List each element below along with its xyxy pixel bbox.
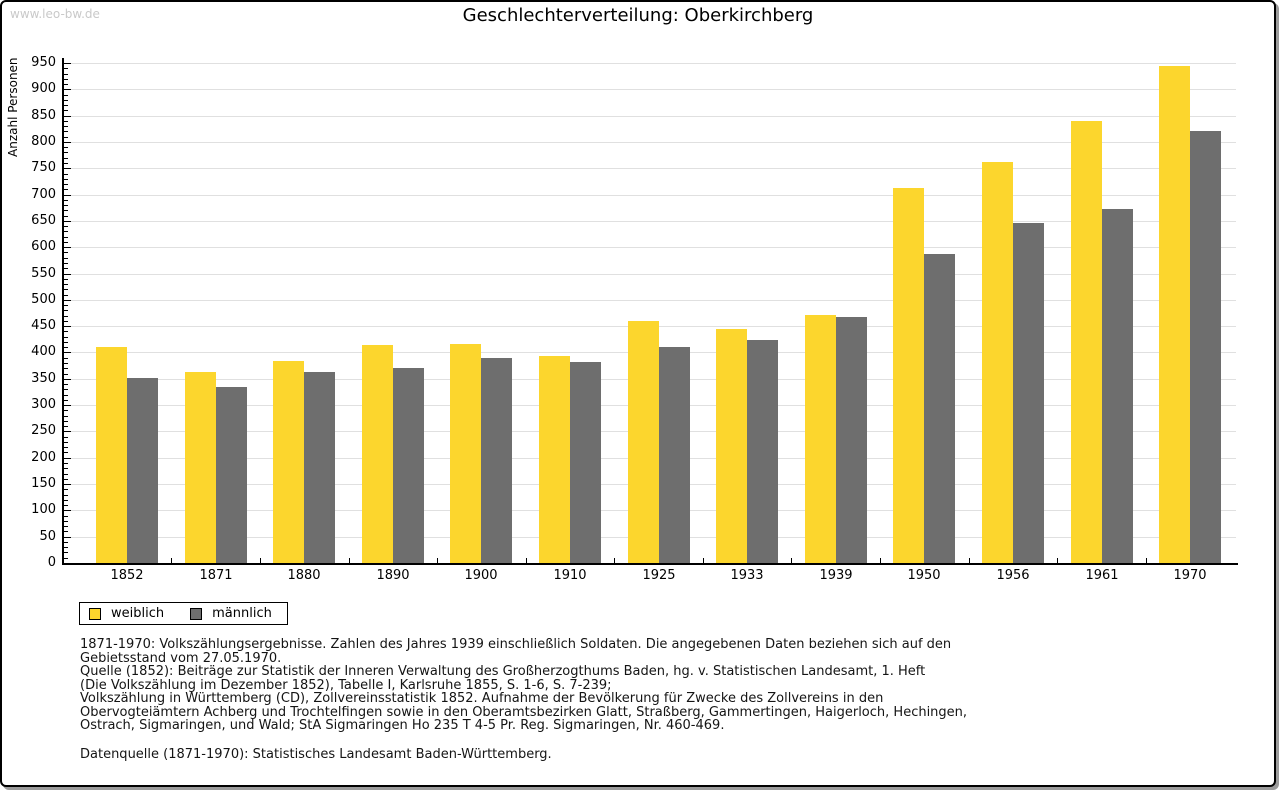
y-minor-tick (64, 242, 68, 243)
y-minor-tick (64, 263, 68, 264)
y-major-tick (64, 431, 71, 432)
y-minor-tick (64, 558, 68, 559)
bar-weiblich-1970 (1159, 66, 1190, 563)
y-tick-label: 600 (31, 239, 56, 254)
bar-männlich-1925 (659, 347, 690, 563)
gridline (65, 89, 1236, 90)
watermark: www.leo-bw.de (10, 7, 100, 21)
y-major-tick (64, 63, 71, 64)
gridline (65, 142, 1236, 143)
y-minor-tick (64, 131, 68, 132)
y-minor-tick (64, 158, 68, 159)
y-major-tick (64, 142, 71, 143)
y-minor-tick (64, 363, 68, 364)
y-minor-tick (64, 358, 68, 359)
x-boundary-tick (437, 558, 438, 563)
y-minor-tick (64, 531, 68, 532)
y-tick-label: 700 (31, 187, 56, 202)
y-major-tick (64, 168, 71, 169)
y-minor-tick (64, 252, 68, 253)
y-major-tick (64, 405, 71, 406)
legend-swatch-männlich (190, 608, 202, 620)
y-minor-tick (64, 100, 68, 101)
y-major-tick (64, 89, 71, 90)
y-minor-tick (64, 184, 68, 185)
y-minor-tick (64, 516, 68, 517)
y-major-tick (64, 458, 71, 459)
bar-weiblich-1961 (1071, 121, 1102, 563)
y-major-tick (64, 510, 71, 511)
bar-weiblich-1933 (716, 329, 747, 563)
bar-männlich-1852 (127, 378, 158, 563)
y-minor-tick (64, 331, 68, 332)
y-tick-label: 900 (31, 81, 56, 96)
y-minor-tick (64, 452, 68, 453)
y-minor-tick (64, 305, 68, 306)
y-minor-tick (64, 79, 68, 80)
y-minor-tick (64, 505, 68, 506)
y-tick-label: 200 (31, 450, 56, 465)
y-minor-tick (64, 137, 68, 138)
x-tick-label: 1961 (1085, 568, 1119, 583)
x-tick-label: 1890 (376, 568, 410, 583)
legend-label-weiblich: weiblich (111, 606, 165, 621)
y-minor-tick (64, 374, 68, 375)
legend-swatch-weiblich (89, 608, 101, 620)
footnotes (80, 638, 1210, 733)
datasource-note: Datenquelle (1871-1970): Statistisches Landesamt Baden-Württemberg. (80, 747, 552, 762)
y-minor-tick (64, 110, 68, 111)
bar-weiblich-1939 (805, 315, 836, 563)
bar-weiblich-1852 (96, 347, 127, 563)
gridline (65, 63, 1236, 64)
x-boundary-tick (703, 558, 704, 563)
y-minor-tick (64, 189, 68, 190)
footnote-line: Gebietsstand vom 27.05.1970. (80, 650, 282, 666)
gridline (65, 221, 1236, 222)
bar-weiblich-1900 (450, 344, 481, 563)
y-minor-tick (64, 521, 68, 522)
x-tick-label: 1880 (287, 568, 321, 583)
y-major-tick (64, 352, 71, 353)
y-minor-tick (64, 163, 68, 164)
y-minor-tick (64, 500, 68, 501)
bar-männlich-1900 (481, 358, 512, 563)
y-minor-tick (64, 447, 68, 448)
footnote-line: Ostrach, Sigmaringen, und Wald; StA Sigmaringen Ho 235 T 4-5 Pr. Reg. Sigmaringen, Nr. 460-469. (80, 718, 725, 733)
gridline (65, 116, 1236, 117)
y-minor-tick (64, 421, 68, 422)
x-boundary-tick (969, 558, 970, 563)
y-major-tick (64, 484, 71, 485)
x-tick-label: 1900 (464, 568, 498, 583)
y-tick-label: 400 (31, 344, 56, 359)
y-minor-tick (64, 152, 68, 153)
x-boundary-tick (171, 558, 172, 563)
y-minor-tick (64, 552, 68, 553)
y-minor-tick (64, 321, 68, 322)
y-minor-tick (64, 426, 68, 427)
legend (79, 602, 288, 625)
y-major-tick (64, 563, 71, 564)
y-tick-label: 250 (31, 423, 56, 438)
y-minor-tick (64, 310, 68, 311)
y-minor-tick (64, 416, 68, 417)
y-minor-tick (64, 200, 68, 201)
y-minor-tick (64, 474, 68, 475)
y-minor-tick (64, 174, 68, 175)
y-tick-label: 450 (31, 318, 56, 333)
y-minor-tick (64, 479, 68, 480)
y-minor-tick (64, 210, 68, 211)
bar-männlich-1871 (216, 387, 247, 563)
footnote-line: 1871-1970: Volkszählungsergebnisse. Zahlen des Jahres 1939 einschließlich Soldaten. Die angegebenen Daten beziehen sich auf den (80, 637, 952, 652)
bar-weiblich-1871 (185, 372, 216, 563)
y-minor-tick (64, 258, 68, 259)
y-minor-tick (64, 216, 68, 217)
legend-item-männlich (190, 606, 272, 621)
y-tick-label: 150 (31, 476, 56, 491)
chart-title: Geschlechterverteilung: Oberkirchberg (462, 5, 814, 26)
y-tick-label: 50 (39, 529, 56, 544)
y-minor-tick (64, 268, 68, 269)
x-tick-label: 1933 (730, 568, 764, 583)
y-tick-label: 0 (47, 555, 56, 570)
y-minor-tick (64, 226, 68, 227)
y-minor-tick (64, 463, 68, 464)
y-minor-tick (64, 147, 68, 148)
x-boundary-tick (1057, 558, 1058, 563)
y-minor-tick (64, 526, 68, 527)
y-major-tick (64, 537, 71, 538)
y-minor-tick (64, 468, 68, 469)
y-minor-tick (64, 179, 68, 180)
footnote-line: Obervogteiämtern Achberg und Trochtelfingen sowie in den Oberamtsbezirken Glatt, Straßberg, Gammertingen, Haigerloch, Hechingen, (80, 704, 968, 720)
y-minor-tick (64, 437, 68, 438)
y-minor-tick (64, 126, 68, 127)
y-tick-label: 950 (31, 55, 56, 70)
legend-item-weiblich (89, 606, 164, 621)
y-minor-tick (64, 489, 68, 490)
y-minor-tick (64, 547, 68, 548)
x-boundary-tick (260, 558, 261, 563)
x-tick-label: 1956 (996, 568, 1030, 583)
y-major-tick (64, 116, 71, 117)
bar-weiblich-1925 (628, 321, 659, 563)
y-tick-label: 300 (31, 397, 56, 412)
y-tick-label: 550 (31, 266, 56, 281)
bar-männlich-1933 (747, 340, 778, 563)
bar-weiblich-1910 (539, 356, 570, 563)
y-minor-tick (64, 495, 68, 496)
y-major-tick (64, 195, 71, 196)
gridline (65, 168, 1236, 169)
y-tick-label: 350 (31, 371, 56, 386)
y-tick-label: 850 (31, 108, 56, 123)
x-boundary-tick (526, 558, 527, 563)
x-boundary-tick (614, 558, 615, 563)
y-major-tick (64, 221, 71, 222)
y-minor-tick (64, 389, 68, 390)
y-minor-tick (64, 279, 68, 280)
y-minor-tick (64, 284, 68, 285)
y-major-tick (64, 300, 71, 301)
y-tick-label: 100 (31, 502, 56, 517)
bar-weiblich-1890 (362, 345, 393, 563)
gridline (65, 274, 1236, 275)
y-tick-label: 750 (31, 160, 56, 175)
bar-weiblich-1880 (273, 361, 304, 563)
y-minor-tick (64, 105, 68, 106)
bar-männlich-1880 (304, 372, 335, 563)
bar-weiblich-1950 (893, 188, 924, 563)
x-tick-label: 1871 (199, 568, 233, 583)
y-minor-tick (64, 68, 68, 69)
y-minor-tick (64, 384, 68, 385)
x-tick-label: 1939 (819, 568, 853, 583)
y-minor-tick (64, 400, 68, 401)
y-minor-tick (64, 289, 68, 290)
x-boundary-tick (349, 558, 350, 563)
y-minor-tick (64, 347, 68, 348)
y-minor-tick (64, 95, 68, 96)
y-minor-tick (64, 316, 68, 317)
y-major-tick (64, 274, 71, 275)
x-boundary-tick (791, 558, 792, 563)
y-minor-tick (64, 337, 68, 338)
x-boundary-tick (880, 558, 881, 563)
bar-männlich-1956 (1013, 223, 1044, 563)
y-axis-label: Anzahl Personen (6, 57, 20, 157)
y-minor-tick (64, 342, 68, 343)
bar-männlich-1950 (924, 254, 955, 563)
y-minor-tick (64, 368, 68, 369)
x-axis-line (62, 563, 1238, 565)
x-tick-label: 1925 (642, 568, 676, 583)
gridline (65, 300, 1236, 301)
y-tick-label: 650 (31, 213, 56, 228)
bar-männlich-1939 (836, 317, 867, 563)
x-tick-label: 1970 (1173, 568, 1207, 583)
y-minor-tick (64, 542, 68, 543)
y-minor-tick (64, 442, 68, 443)
x-tick-label: 1852 (110, 568, 144, 583)
y-tick-label: 800 (31, 134, 56, 149)
y-minor-tick (64, 295, 68, 296)
footnote-line: Volkszählung in Württemberg (CD), Zollvereinsstatistik 1852. Aufnahme der Bevölkerung für Zwecke des Zollvereins in den (80, 691, 884, 706)
footnote-line: Quelle (1852): Beiträge zur Statistik der Inneren Verwaltung des Großherzogthums Baden, hg. v. Statistischen Landesamt, 1. Heft (80, 664, 926, 679)
x-tick-label: 1910 (553, 568, 587, 583)
y-minor-tick (64, 74, 68, 75)
bar-männlich-1890 (393, 368, 424, 563)
y-minor-tick (64, 84, 68, 85)
bar-männlich-1910 (570, 362, 601, 563)
y-minor-tick (64, 121, 68, 122)
footnote-line: (Die Volkszählung im Dezember 1852), Tabelle I, Karlsruhe 1855, S. 1-6, S. 7-239; (80, 677, 612, 693)
x-tick-label: 1950 (907, 568, 941, 583)
bar-männlich-1970 (1190, 131, 1221, 563)
y-minor-tick (64, 205, 68, 206)
y-minor-tick (64, 237, 68, 238)
y-tick-label: 500 (31, 292, 56, 307)
y-major-tick (64, 379, 71, 380)
x-boundary-tick (1146, 558, 1147, 563)
y-major-tick (64, 247, 71, 248)
bar-männlich-1961 (1102, 209, 1133, 563)
gridline (65, 247, 1236, 248)
legend-label-männlich: männlich (212, 606, 272, 621)
y-major-tick (64, 326, 71, 327)
gridline (65, 195, 1236, 196)
y-minor-tick (64, 410, 68, 411)
y-minor-tick (64, 231, 68, 232)
bar-weiblich-1956 (982, 162, 1013, 563)
y-minor-tick (64, 395, 68, 396)
